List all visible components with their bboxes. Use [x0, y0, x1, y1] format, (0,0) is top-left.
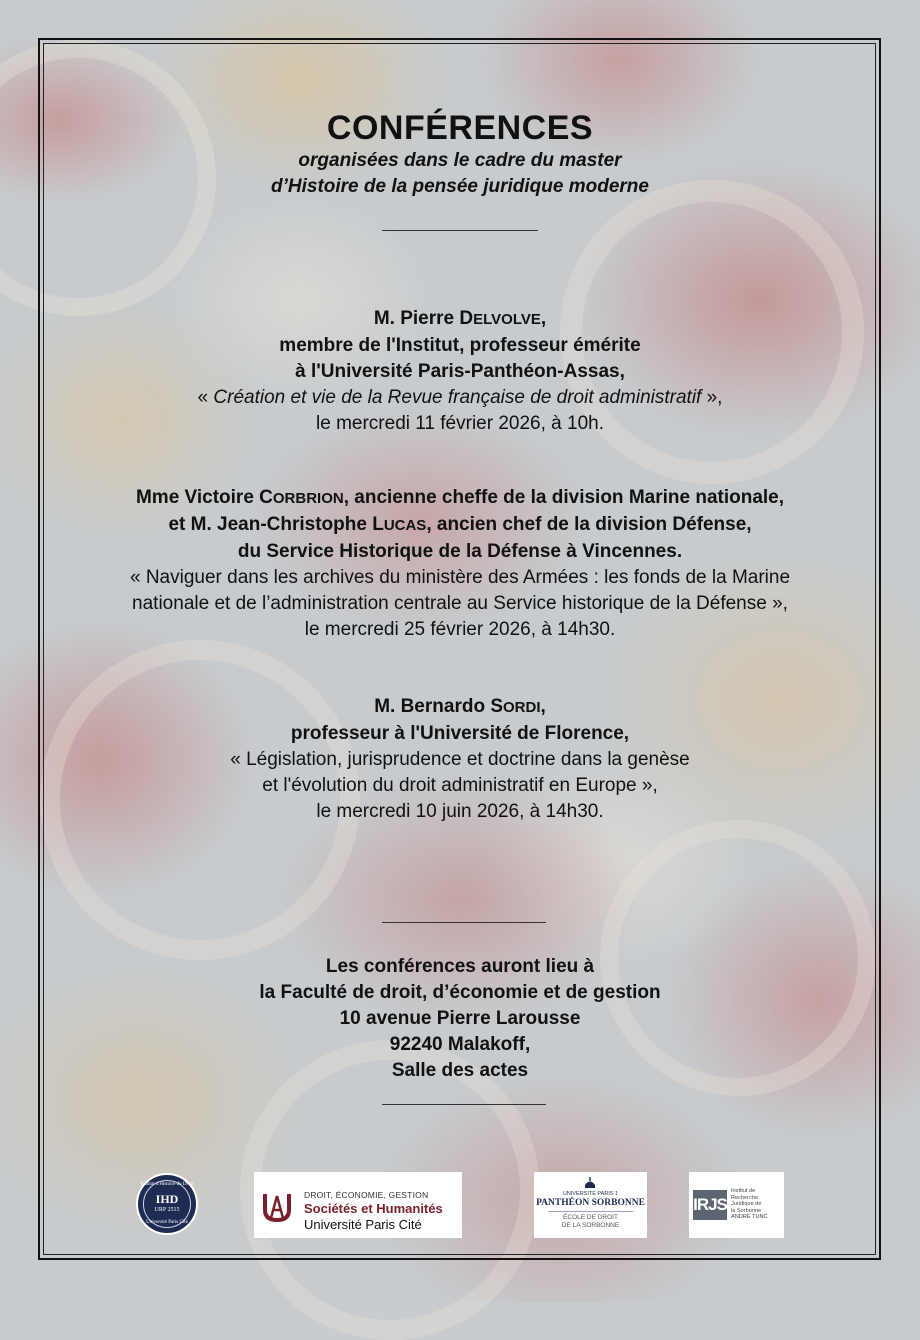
speaker-line: Mme Victoire CORBRION, ancienne cheffe de la division Marine nationale, [135, 487, 785, 508]
irjs-logo [689, 1172, 784, 1238]
venue-line: Les conférences auront lieu à [325, 956, 595, 977]
talk-title: « Création et vie de la Revue française de droit administratif », [197, 387, 723, 408]
logo-text: Sociétés et Humanités [304, 1201, 443, 1216]
seal-bottom-text: Université Paris Cité [146, 1220, 188, 1225]
upc-mark-icon [262, 1190, 292, 1224]
venue-line: 10 avenue Pierre Larousse [339, 1008, 581, 1029]
speaker-affiliation: du Service Historique de la Défense à Vincennes. [237, 541, 683, 562]
talk-title: « Législation, jurisprudence et doctrine dans la genèse [230, 749, 690, 770]
subtitle-line: d’Histoire de la pensée juridique moderne [271, 176, 649, 197]
talk-title: et l'évolution du droit administratif en Europe », [262, 775, 658, 796]
speaker-role: membre de l'Institut, professeur émérite [279, 335, 641, 356]
page-title: CONFÉRENCES [326, 109, 594, 147]
poster-content [44, 44, 876, 1081]
conference-1 [44, 306, 876, 437]
logo-text: UNIVERSITÉ PARIS 1 [562, 1191, 619, 1197]
talk-date: le mercredi 25 février 2026, à 14h30. [304, 619, 616, 640]
divider [382, 230, 538, 231]
talk-title: nationale et de l’administration centrale au Service historique de la Défense », [132, 593, 788, 614]
speaker-name: M. Bernardo SORDI, [374, 696, 546, 717]
venue-line: 92240 Malakoff, [389, 1034, 531, 1055]
speaker-name: M. Pierre DELVOLVE, [373, 308, 547, 329]
logo-text: PANTHÉON SORBONNE [536, 1198, 645, 1208]
logo-divider [548, 1211, 633, 1212]
conference-2 [44, 485, 876, 643]
divider [382, 1104, 546, 1105]
venue-line: la Faculté de droit, d’économie et de gestion [259, 982, 661, 1003]
speaker-line: et M. Jean-Christophe LUCAS, ancien chef de la division Défense, [168, 514, 752, 535]
talk-date: le mercredi 11 février 2026, à 10h. [316, 413, 604, 434]
divider [382, 922, 546, 923]
seal-top-text: Institut d'Histoire du Droit [140, 1182, 194, 1187]
venue-line: Salle des actes [391, 1060, 529, 1081]
subtitle-line: organisées dans le cadre du master [298, 150, 622, 171]
logo-text: ÉCOLE DE DROIT DE LA SORBONNE [561, 1214, 620, 1229]
conference-3 [44, 694, 876, 825]
seal-center-text: IHD [155, 1192, 179, 1206]
speaker-affiliation: à l'Université Paris-Panthéon-Assas, [295, 361, 625, 382]
dome-icon [583, 1177, 597, 1189]
ihd-seal-logo [136, 1173, 198, 1235]
societes-humanites-logo [254, 1172, 462, 1238]
seal-sub-text: URP 2515 [154, 1207, 180, 1213]
irjs-mark: IRJS [693, 1190, 727, 1220]
partner-logos [44, 1170, 876, 1240]
venue-info [44, 954, 876, 1084]
logo-text: Institut de Recherche Juridique de la Sorbonne ANDRÉ TUNC [731, 1188, 768, 1220]
speaker-role: professeur à l'Université de Florence, [290, 723, 630, 744]
logo-text: DROIT, ÉCONOMIE, GESTION [304, 1190, 429, 1200]
logo-text: Université Paris Cité [304, 1217, 422, 1232]
pantheon-sorbonne-logo [534, 1172, 647, 1238]
talk-title: « Naviguer dans les archives du ministère des Armées : les fonds de la Marine [129, 567, 791, 588]
talk-date: le mercredi 10 juin 2026, à 14h30. [316, 801, 604, 822]
